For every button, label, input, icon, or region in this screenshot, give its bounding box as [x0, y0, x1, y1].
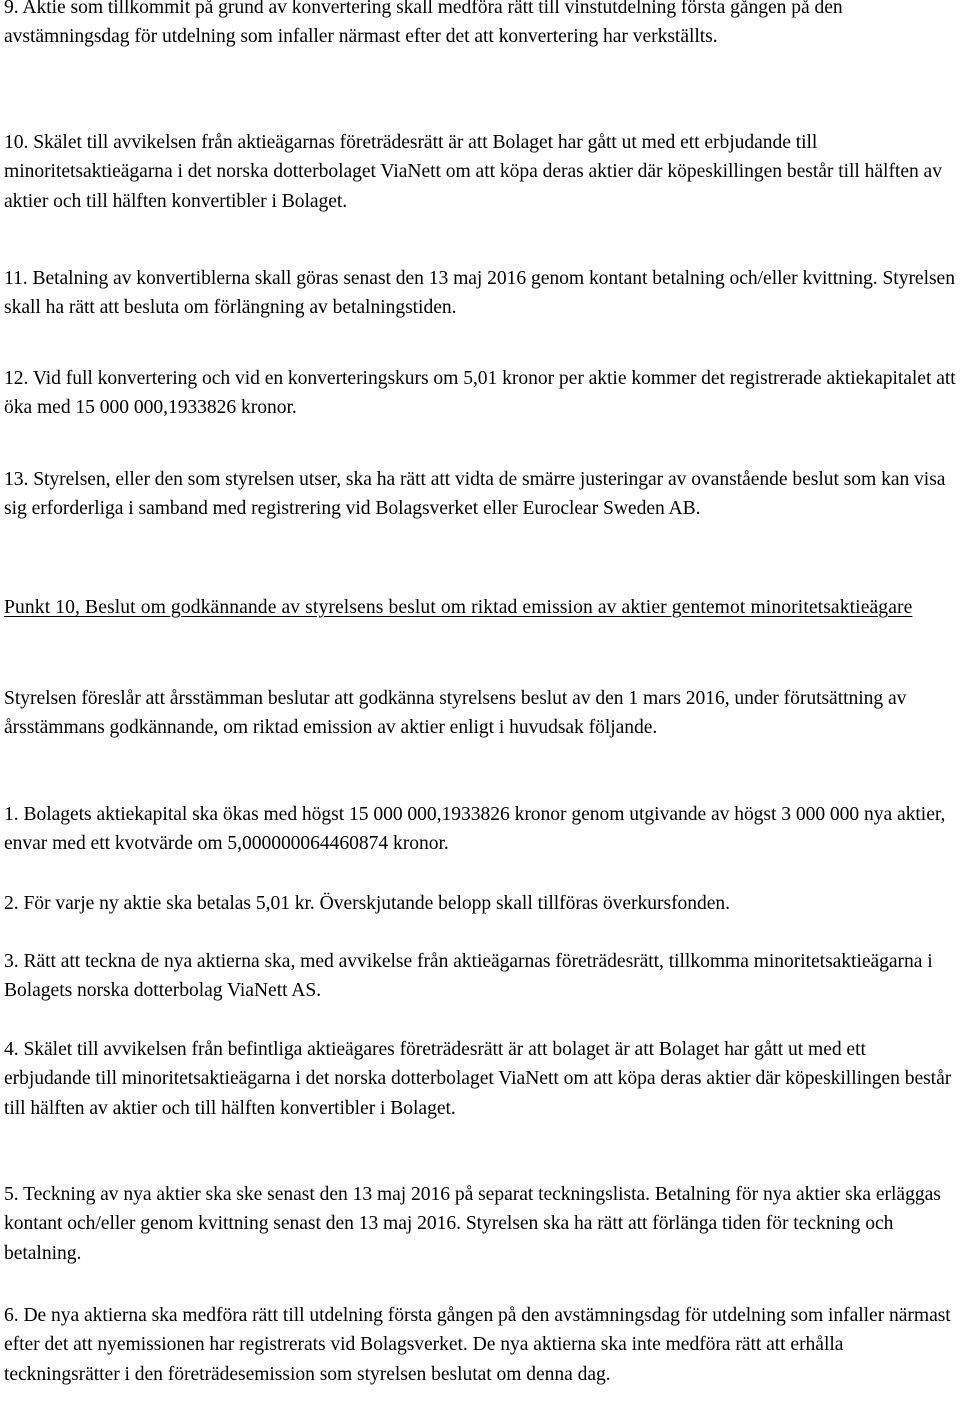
list-item-5: 5. Teckning av nya aktier ska ske senast den 13 maj 2016 på separat teckningslista. Betalning för nya aktier ska erläggas kontant och/eller genom kvittning senast den 13 maj 2016. Styrelsen ska ha rätt att förlänga tiden för teckning och betalning. [4, 1184, 941, 1264]
intro-paragraph: Styrelsen föreslår att årsstämman beslutar att godkänna styrelsens beslut av den 1 mars 2016, under förutsättning av årsstämmans godkännande, om riktad emission av aktier enligt i huvudsak följande. [4, 688, 907, 739]
paragraph-9: 9. Aktie som tillkommit på grund av konvertering skall medföra rätt till vinstutdelning första gången på den avstämningsdag för utdelning som infaller närmast efter det att konvertering har verkställts. [4, 0, 843, 48]
paragraph-12: 12. Vid full konvertering och vid en konverteringskurs om 5,01 kronor per aktie kommer det registrerade aktiekapitalet att öka med 15 000 000,1933826 kronor. [4, 368, 956, 419]
list-item-4: 4. Skälet till avvikelsen från befintliga aktieägares företrädesrätt är att bolaget är att Bolaget har gått ut med ett erbjudande till minoritetsaktieägarna i det norska dotterbolaget ViaNett om att köpa deras aktier där köpeskillingen består till hälften av aktier och till hälften konvertibler i Bolaget. [4, 1039, 952, 1119]
list-item-2: 2. För varje ny aktie ska betalas 5,01 kr. Överskjutande belopp skall tillföras överkursfonden. [4, 893, 731, 914]
list-item-1: 1. Bolagets aktiekapital ska ökas med högst 15 000 000,1933826 kronor genom utgivande av högst 3 000 000 nya aktier, envar med ett kvotvärde om 5,000000064460874 kronor. [4, 804, 946, 855]
paragraph-13: 13. Styrelsen, eller den som styrelsen utser, ska ha rätt att vidta de smärre justeringar av ovanstående beslut som kan visa sig erforderliga i samband med registrering vid Bolagsverket eller Euroclear Sweden AB. [4, 469, 946, 520]
paragraph-10: 10. Skälet till avvikelsen från aktieägarnas företrädesrätt är att Bolaget har gått ut med ett erbjudande till minoritetsaktieägarna i det norska dotterbolaget ViaNett om att köpa deras aktier där köpeskillingen består till hälften av aktier och till hälften konvertibler i Bolaget. [4, 132, 942, 212]
list-item-6: 6. De nya aktierna ska medföra rätt till utdelning första gången på den avstämningsdag för utdelning som infaller närmast efter det att nyemissionen har registrerats vid Bolagsverket. De nya aktierna ska inte medföra rätt att erhålla teckningsrätter i den företrädesemission som styrelsen beslutat om denna dag. [4, 1305, 951, 1385]
section-heading: Punkt 10, Beslut om godkännande av styrelsens beslut om riktad emission av aktier gentemot minoritetsaktieägare [4, 597, 913, 618]
list-item-3: 3. Rätt att teckna de nya aktierna ska, med avvikelse från aktieägarnas företrädesrätt, tillkomma minoritetsaktieägarna i Bolagets norska dotterbolag ViaNett AS. [4, 951, 933, 1002]
paragraph-11: 11. Betalning av konvertiblerna skall göras senast den 13 maj 2016 genom kontant betalning och/eller kvittning. Styrelsen skall ha rätt att besluta om förlängning av betalningstiden. [4, 268, 955, 319]
